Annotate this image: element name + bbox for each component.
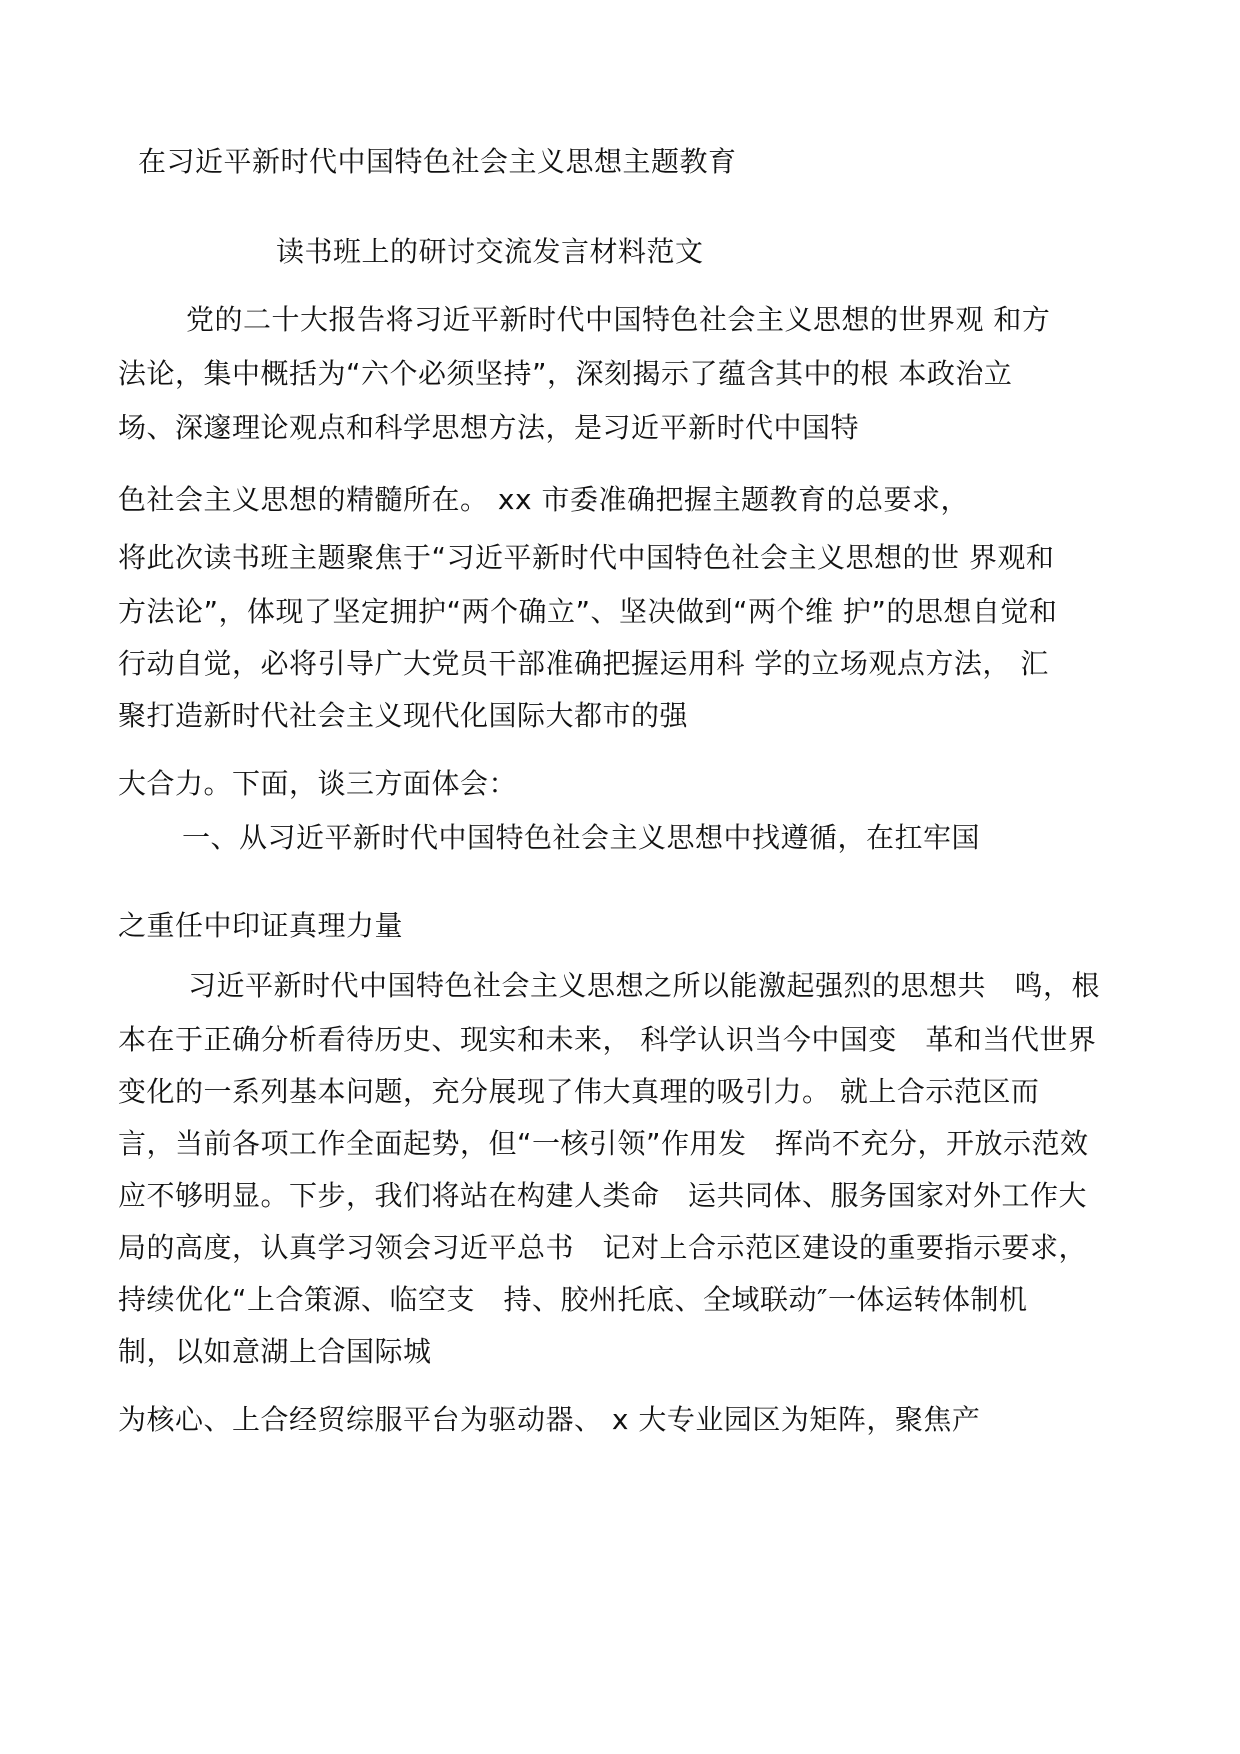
body-line-16: 应不够明显。下步，我们将站在构建人类命 运共同体、服务国家对外工作大 [118,1179,1088,1212]
body-line-19: 制，以如意湖上合国际城 [118,1335,432,1368]
body-line-2: 法论，集中概括为“六个必须坚持”，深刻揭示了蕴含其中的根 本政治立 [118,357,1013,390]
body-line-4: 色社会主义思想的精髓所在。 xx 市委准确把握主题教育的总要求， [118,483,969,516]
body-line-17: 局的高度，认真学习领会习近平总书 记对上合示范区建设的重要指示要求， [118,1231,1088,1264]
body-line-15: 言，当前各项工作全面起势，但“一核引领”作用发 挥尚不充分，开放示范效 [118,1127,1089,1160]
body-line-3: 场、深邃理论观点和科学思想方法，是习近平新时代中国特 [118,411,860,444]
body-line-1: 党的二十大报告将习近平新时代中国特色社会主义思想的世界观 和方 [186,303,1051,336]
title-line-2: 读书班上的研讨交流发言材料范文 [276,235,704,268]
section-heading-1-cont: 之重任中印证真理力量 [118,909,404,942]
body-line-13: 本在于正确分析看待历史、现实和未来， 科学认识当今中国变 革和当代世界 [118,1023,1097,1056]
body-line-5: 将此次读书班主题聚焦于“习近平新时代中国特色社会主义思想的世 界观和 [118,541,1055,574]
title-line-1: 在习近平新时代中国特色社会主义思想主题教育 [138,145,737,178]
body-line-18: 持续优化“上合策源、临空支 持、胶州托底、全域联动″一体运转体制机 [118,1283,1028,1316]
body-line-9: 大合力。下面，谈三方面体会： [118,767,518,800]
body-line-14: 变化的一系列基本问题，充分展现了伟大真理的吸引力。 就上合示范区而 [118,1075,1040,1108]
section-heading-1: 一、从习近平新时代中国特色社会主义思想中找遵循，在扛牢国 [182,821,981,854]
body-line-12: 习近平新时代中国特色社会主义思想之所以能激起强烈的思想共 鸣，根 [188,969,1101,1002]
body-line-6: 方法论”，体现了坚定拥护“两个确立”、坚决做到“两个维 护”的思想自觉和 [118,595,1058,628]
body-line-20: 为核心、上合经贸综服平台为驱动器、 x 大专业园区为矩阵，聚焦产 [118,1403,981,1436]
body-line-8: 聚打造新时代社会主义现代化国际大都市的强 [118,699,689,732]
body-line-7: 行动自觉，必将引导广大党员干部准确把握运用科 学的立场观点方法， 汇 [118,647,1049,680]
